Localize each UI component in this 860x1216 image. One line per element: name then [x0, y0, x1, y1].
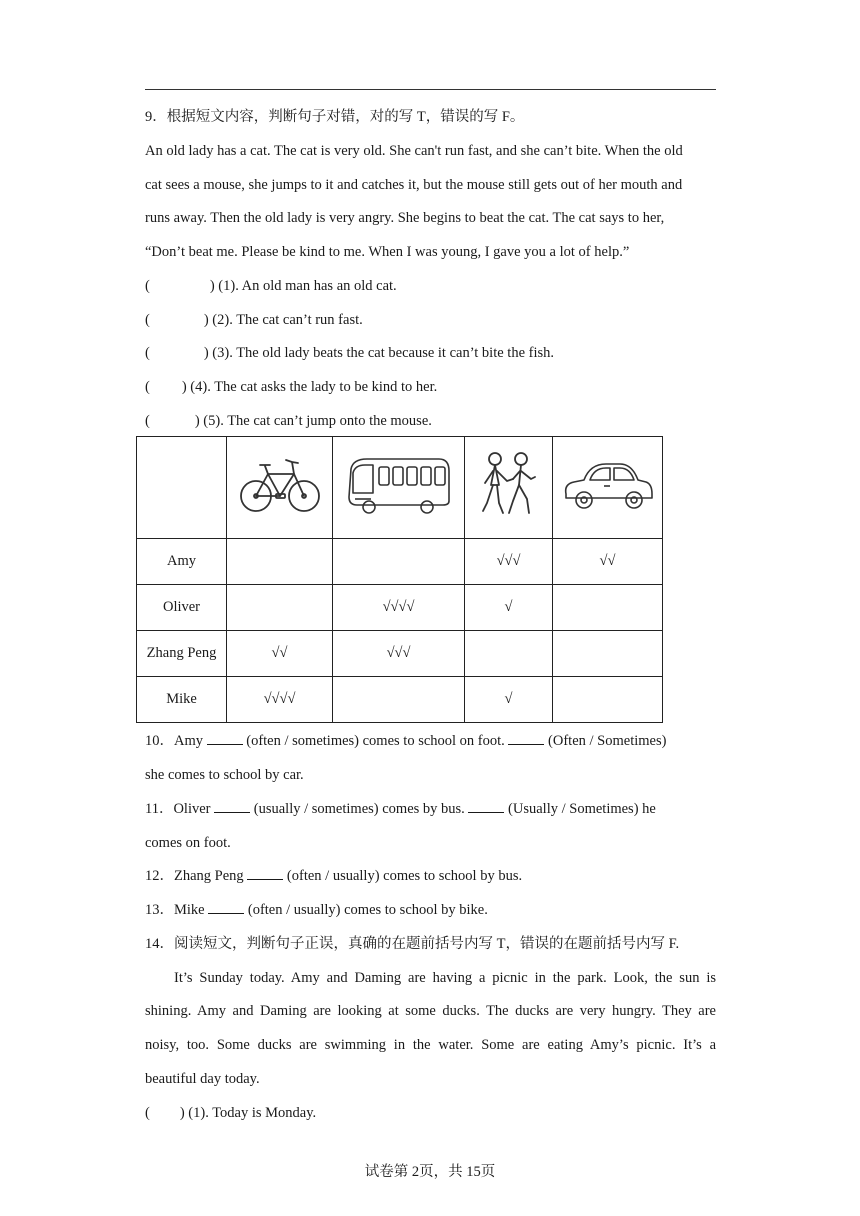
q9-item-1: ( ) (1). An old man has an old cat. — [145, 278, 397, 294]
table-cell: √√ — [227, 631, 333, 677]
q9-item-3: ( ) (3). The old lady beats the cat because it can’t bite the fish. — [145, 345, 555, 361]
header-walking-cell — [465, 437, 553, 539]
header-rule — [145, 89, 716, 90]
table-row — [137, 631, 663, 677]
q9-passage-line-2: cat sees a mouse, she jumps to it and catches it, but the mouse still gets out of her mouth and — [145, 177, 683, 193]
table-cell: √ — [465, 585, 553, 631]
q9-passage-line-4: “Don’t beat me. Please be kind to me. When I was young, I gave you a lot of help.” — [145, 244, 630, 260]
answer-blank[interactable] — [247, 867, 283, 880]
answer-blank[interactable] — [207, 732, 243, 745]
header-car-cell — [553, 437, 663, 539]
q14-item-1: ( ) (1). Today is Monday. — [145, 1105, 317, 1121]
row-name: Mike — [137, 677, 227, 723]
q14-passage-line-3: noisy, too. Some ducks are swimming in the water. Some are eating Amy’s picnic. It’s a — [145, 1037, 716, 1053]
q14-passage-line-1: It’s Sunday today. Amy and Daming are having a picnic in the park. Look, the sun is — [174, 970, 716, 986]
table-cell: √ — [465, 677, 553, 723]
table-cell: √√√ — [333, 631, 465, 677]
row-name: Amy — [137, 539, 227, 585]
q10-line-2: she comes to school by car. — [145, 767, 304, 783]
answer-blank[interactable] — [208, 901, 244, 914]
q11-line-2: comes on foot. — [145, 835, 231, 851]
walking-people-icon — [473, 451, 545, 519]
table-row — [137, 677, 663, 723]
table-cell — [465, 631, 553, 677]
q11-line-1: 11．Oliver (usually / sometimes) comes by bus. (Usually / Sometimes) he — [145, 801, 656, 817]
q14-instruction: 14．阅读短文，判断句子正误，真确的在题前括号内写 T，错误的在题前括号内写 F. — [145, 936, 680, 952]
header-bicycle-cell — [227, 437, 333, 539]
header-empty-cell — [137, 437, 227, 539]
q14-passage-line-2: shining. Amy and Daming are looking at some ducks. The ducks are very hungry. They are — [145, 1003, 716, 1019]
table-cell: √√√√ — [333, 585, 465, 631]
table-cell: √√ — [553, 539, 663, 585]
row-name: Zhang Peng — [137, 631, 227, 677]
page-footer: 试卷第 2页，共 15页 — [364, 1164, 496, 1180]
q13-line: 13．Mike (often / usually) comes to school by bike. — [145, 902, 488, 918]
table-cell — [553, 631, 663, 677]
answer-blank[interactable] — [508, 732, 544, 745]
table-cell — [333, 677, 465, 723]
q12-line: 12．Zhang Peng (often / usually) comes to school by bus. — [145, 868, 523, 884]
table-row — [137, 539, 663, 585]
table-cell: √√√√ — [227, 677, 333, 723]
header-bus-cell — [333, 437, 465, 539]
answer-blank[interactable] — [214, 800, 250, 813]
transport-table — [136, 436, 663, 723]
q9-item-5: ( ) (5). The cat can’t jump onto the mouse. — [145, 413, 432, 429]
q9-instruction: 9．根据短文内容，判断句子对错，对的写 T，错误的写 F。 — [145, 109, 525, 125]
table-cell — [227, 585, 333, 631]
q9-item-2: ( ) (2). The cat can’t run fast. — [145, 312, 363, 328]
table-cell — [553, 677, 663, 723]
table-header-row — [137, 437, 663, 539]
table-cell — [227, 539, 333, 585]
table-cell — [333, 539, 465, 585]
q14-passage-line-4: beautiful day today. — [145, 1071, 260, 1087]
q9-passage-line-3: runs away. Then the old lady is very angry. She begins to beat the cat. The cat says to her, — [145, 210, 665, 226]
car-icon — [560, 456, 656, 514]
q9-passage-line-1: An old lady has a cat. The cat is very old. She can't run fast, and she can’t bite. When the old — [145, 143, 683, 159]
bus-icon — [343, 453, 455, 517]
q10-line-1: 10．Amy (often / sometimes) comes to school on foot. (Often / Sometimes) — [145, 733, 667, 749]
table-cell — [553, 585, 663, 631]
row-name: Oliver — [137, 585, 227, 631]
bicycle-icon — [238, 454, 322, 516]
q9-item-4: ( ) (4). The cat asks the lady to be kind to her. — [145, 379, 438, 395]
table-cell: √√√ — [465, 539, 553, 585]
table-row — [137, 585, 663, 631]
answer-blank[interactable] — [468, 800, 504, 813]
